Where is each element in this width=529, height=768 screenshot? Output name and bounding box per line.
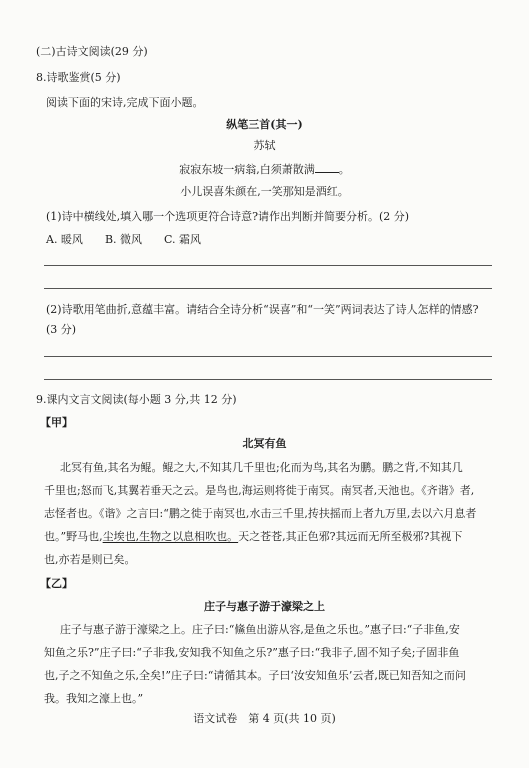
poem-line-1-text: 寂寂东坡一病翁,白须萧散满 [179, 163, 315, 176]
answer-line [44, 379, 492, 380]
jia-title: 北冥有鱼 [242, 437, 287, 450]
page-footer: 语文试卷 第 4 页(共 10 页) [193, 712, 336, 725]
option-c: C. 霜风 [164, 233, 202, 246]
poem-blank [315, 162, 339, 173]
jia-line-4-start: 也。”野马也, [44, 530, 103, 543]
jia-line-5: 也,亦若是则已矣。 [44, 553, 136, 566]
yi-line-4: 我。我知之濠上也。” [44, 692, 144, 705]
poem-title: 纵笔三首(其一) [226, 118, 303, 131]
option-b: B. 微风 [104, 233, 143, 246]
yi-title: 庄子与惠子游于濠梁之上 [204, 600, 325, 613]
yi-line-3: 也,子之不知鱼之乐,全矣!”庄子曰:“请循其本。子曰‘汝安知鱼乐’云者,既已知吾知之而问 [44, 669, 466, 682]
q8-sub2-question: (2)诗歌用笔曲折,意蕴丰富。请结合全诗分析“误喜”和“一笑”两词表达了诗人怎样的情感? [46, 303, 479, 316]
yi-label: 【乙】 [40, 577, 73, 590]
answer-line [44, 356, 492, 357]
jia-line-3: 志怪者也。《谐》之言曰:“鹏之徙于南冥也,水击三千里,抟扶摇而上者九万里,去以六月息者 [44, 507, 477, 520]
jia-line-4-end: 天之苍苍,其正色邪?其远而无所至极邪?其视下 [238, 530, 463, 543]
poem-author: 苏轼 [253, 139, 276, 152]
jia-line-1: 北冥有鱼,其名为鲲。鲲之大,不知其几千里也;化而为鸟,其名为鹏。鹏之背,不知其几 [60, 461, 463, 474]
jia-line-2: 千里也;怒而飞,其翼若垂天之云。是鸟也,海运则将徙于南冥。南冥者,天池也。《齐谐》者, [44, 484, 475, 497]
answer-line [44, 265, 492, 266]
q8-sub1-question: (1)诗中横线处,填入哪一个选项更符合诗意?请作出判断并简要分析。(2 分) [46, 210, 410, 223]
yi-line-2: 知鱼之乐?”庄子曰:“子非我,安知我不知鱼之乐?”惠子曰:“我非子,固不知子矣;子固非鱼 [44, 646, 460, 659]
q8-instruction: 阅读下面的宋诗,完成下面小题。 [46, 96, 204, 109]
q8-title: 8.诗歌鉴赏(5 分) [36, 71, 121, 84]
q8-sub2-score: (3 分) [46, 323, 77, 336]
q9-title: 9.课内文言文阅读(每小题 3 分,共 12 分) [36, 393, 237, 406]
section-heading: (二)古诗文阅读(29 分) [36, 45, 148, 58]
answer-line [44, 288, 492, 289]
yi-line-1: 庄子与惠子游于濠梁之上。庄子曰:“鯈鱼出游从容,是鱼之乐也。”惠子曰:“子非鱼,安 [60, 623, 460, 636]
q8-sub1-options [46, 233, 223, 247]
poem-line-1-end: 。 [338, 163, 350, 176]
option-a: A. 暖风 [46, 233, 83, 246]
poem-line-2: 小儿误喜朱颜在,一笑那知是酒红。 [180, 185, 349, 198]
jia-label: 【甲】 [40, 416, 73, 429]
poem-line-1 [0, 162, 529, 177]
underlined-sentence: 尘埃也,生物之以息相吹也。 [102, 530, 239, 543]
jia-line-4 [44, 530, 462, 544]
